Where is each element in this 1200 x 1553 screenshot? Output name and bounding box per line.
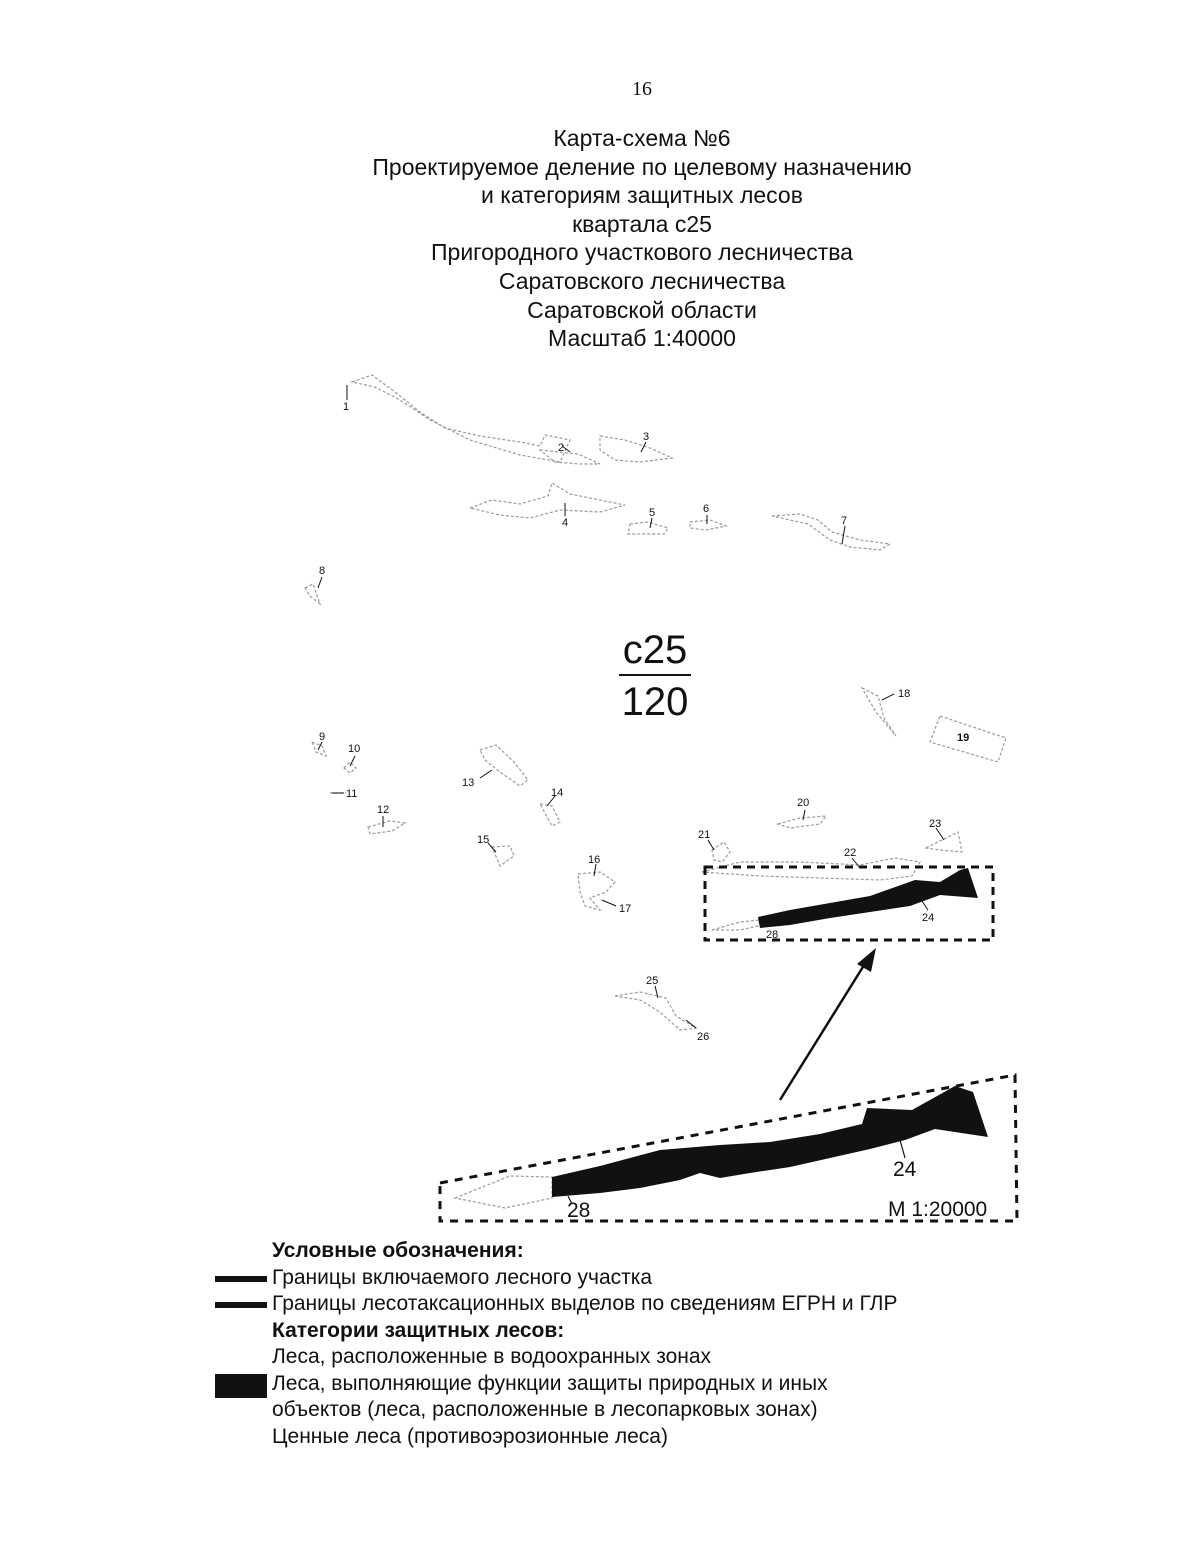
parcel-25-26 — [615, 992, 696, 1030]
legend-label: Границы лесотаксационных выделов по сведениям ЕГРН и ГЛР — [272, 1292, 898, 1315]
title-line: квартала с25 — [572, 210, 712, 237]
parcel-14 — [540, 804, 560, 826]
leader-lines — [318, 385, 944, 1028]
title-line: Масштаб 1:40000 — [548, 325, 736, 352]
parcel-outlines — [305, 375, 1006, 1208]
quarter-number: с25 — [622, 628, 688, 672]
parcel-label: 6 — [703, 503, 710, 515]
parcel-label: 5 — [649, 507, 656, 519]
title-line: и категориям защитных лесов — [481, 182, 803, 209]
parcel-16-17 — [578, 872, 615, 910]
parcel-label: 25 — [646, 975, 659, 987]
parcel-label: 18 — [898, 688, 911, 700]
parcel-label: 24 — [922, 912, 935, 924]
page-number: 16 — [632, 78, 652, 100]
parcel-label: 11 — [346, 788, 358, 800]
parcel-label: 21 — [698, 829, 711, 841]
legend-item-water-protection: Леса, расположенные в водоохранных зонах — [272, 1345, 712, 1368]
parcel-label: 22 — [844, 847, 857, 859]
legend-label: Границы включаемого лесного участка — [272, 1265, 653, 1289]
parcel-label: 1 — [343, 401, 350, 413]
legend-item-included-plot — [215, 1265, 897, 1292]
legend-item-stand-boundaries — [215, 1291, 897, 1318]
parcel-1 — [352, 375, 570, 462]
zoom-arrow — [780, 962, 866, 1100]
parcel-2 — [540, 450, 600, 464]
parcel-20 — [778, 816, 826, 828]
parcel-10 — [344, 762, 356, 773]
parcel-15 — [492, 846, 514, 866]
parcel-label: 19 — [957, 732, 970, 744]
parcel-12 — [368, 821, 405, 834]
legend-label: Леса, выполняющие функции защиты природных и иных — [272, 1371, 828, 1395]
quarter-area: 120 — [621, 680, 689, 724]
parcel-label: 4 — [562, 517, 569, 529]
legend-categories-heading: Категории защитных лесов: — [272, 1318, 565, 1342]
parcel-22 — [702, 858, 920, 880]
small-parcel-28-outline — [712, 920, 760, 930]
title-line: Проектируемое деление по целевому назначению — [372, 153, 912, 180]
title-line: Саратовской области — [527, 296, 757, 323]
legend — [215, 1238, 897, 1450]
title-line: Пригородного участкового лесничества — [431, 239, 853, 266]
inset-parcel-28-outline — [455, 1176, 552, 1208]
parcel-label: 20 — [797, 797, 810, 809]
parcel-21 — [712, 842, 730, 862]
parcel-4 — [470, 483, 625, 518]
inset-scale: М 1:20000 — [888, 1198, 988, 1221]
inset-included-plot-24 — [552, 1086, 988, 1197]
title-line: Карта-схема №6 — [553, 125, 731, 151]
legend-item-protective-function — [215, 1371, 897, 1398]
parcel-label: 2 — [558, 442, 565, 454]
parcel-6 — [690, 520, 726, 530]
parcel-label: 14 — [551, 787, 564, 799]
inset-label-24: 24 — [893, 1158, 917, 1181]
parcel-label: 13 — [462, 777, 475, 789]
inset-label-28: 28 — [567, 1199, 591, 1222]
legend-item-valuable-forests: Ценные леса (противоэрозионные леса) — [272, 1424, 668, 1448]
parcel-label: 15 — [477, 834, 490, 846]
legend-heading: Условные обозначения: — [272, 1239, 524, 1262]
parcel-label: 7 — [841, 515, 848, 527]
parcel-13 — [480, 745, 528, 786]
title-line: Саратовского лесничества — [498, 267, 786, 294]
parcel-label: 28 — [766, 929, 779, 941]
parcel-label: 26 — [697, 1031, 710, 1043]
legend-black-fill-symbol — [215, 1374, 267, 1398]
parcel-label: 3 — [643, 431, 650, 443]
legend-line-symbol — [215, 1302, 267, 1308]
parcel-label: 16 — [588, 854, 601, 866]
parcel-5 — [628, 522, 668, 534]
parcel-number-labels — [319, 401, 969, 1043]
parcel-7 — [772, 514, 890, 550]
legend-thick-line-symbol — [215, 1276, 267, 1282]
parcel-label: 9 — [319, 731, 326, 743]
parcel-label: 8 — [319, 565, 326, 577]
parcel-8 — [305, 584, 320, 604]
zoom-arrow-head — [857, 948, 876, 972]
parcel-label: 12 — [377, 804, 390, 816]
parcel-23 — [926, 832, 962, 852]
parcel-label: 17 — [619, 903, 632, 915]
legend-item-protective-function-cont: объектов (леса, расположенные в лесопарковых зонах) — [272, 1398, 818, 1421]
parcel-3 — [600, 436, 672, 462]
parcel-label: 23 — [929, 818, 942, 830]
parcel-label: 10 — [348, 743, 361, 755]
